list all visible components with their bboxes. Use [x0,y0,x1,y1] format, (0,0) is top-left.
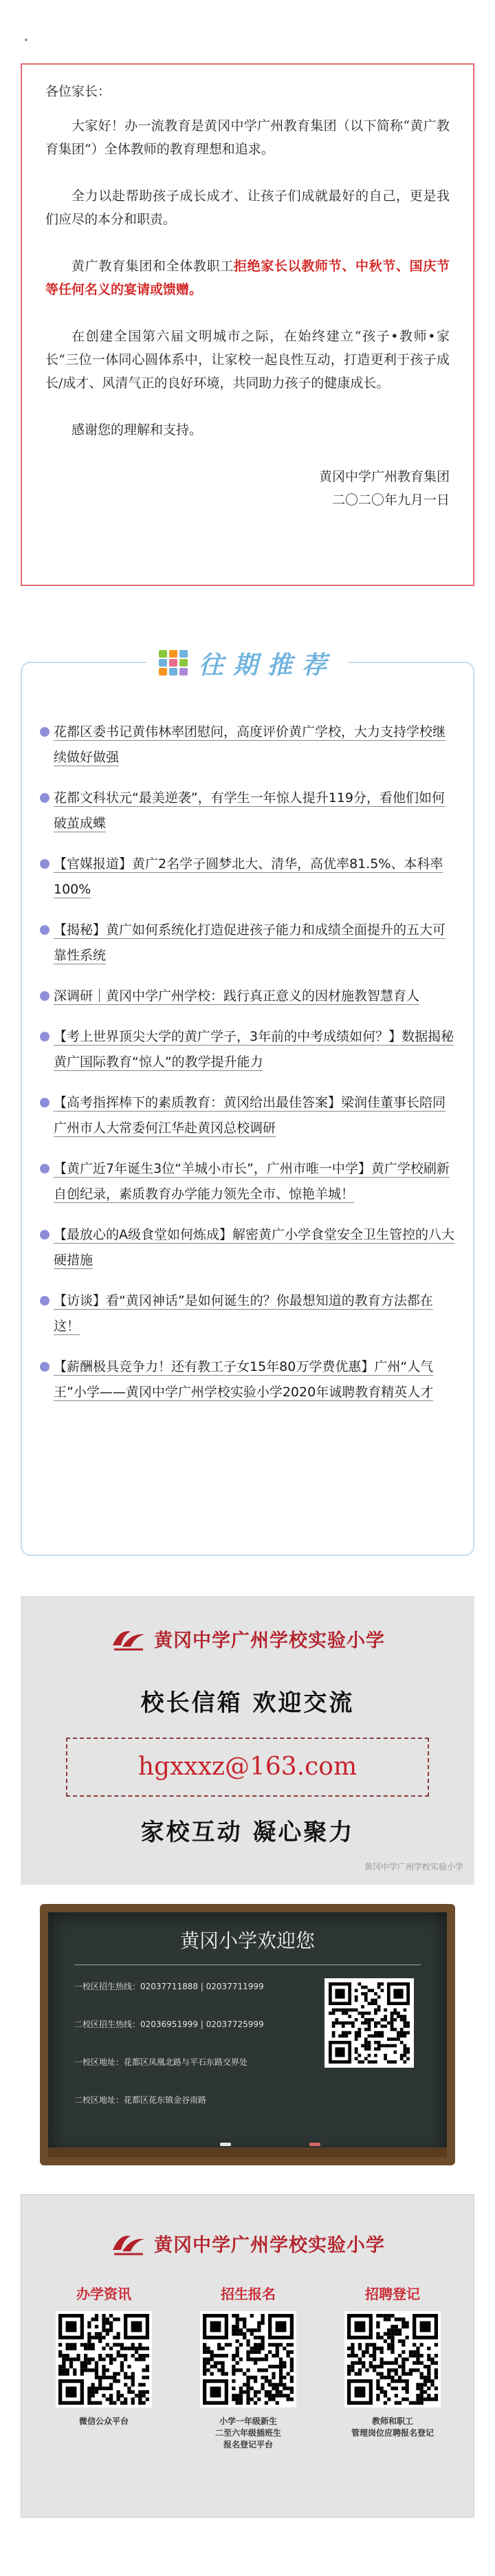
recommend-link[interactable]: 花都文科状元“最美逆袭”，有学生一年惊人提升119分，看他们如何破茧成蝶 [40,786,455,836]
recommend-link[interactable]: 花都区委书记黄伟林率团慰问，高度评价黄广学校，大力支持学校继续做好做强 [40,719,455,770]
recommend-link[interactable]: 【访谈】看“黄冈神话”是如何诞生的？你最想知道的教育方法都在这！ [40,1288,455,1339]
board-title: 黄冈小学欢迎您 [179,1929,315,1952]
qr-caption: 教师和职工 管理岗位应聘报名登记 [351,2416,434,2438]
recommend-link[interactable]: 【高考指挥棒下的素质教育：黄冈给出最佳答案】梁润佳董事长陪同广州市人大常委何江华赴黄冈总校调研 [40,1090,455,1141]
letter-notice-highlight: 拒绝家长以教师节、中秋节、国庆节等任何名义的宴请或馈赠。 [45,259,450,297]
board-contact-info [74,1980,308,2131]
board-hotline-2: 二校区招生热线：02036951999 | 02037725999 [74,2020,264,2029]
board-hotline-1: 一校区招生热线：02037711888 | 02037711999 [74,1982,264,1991]
recommend-link[interactable]: 【官媒报道】黄广2名学子圆梦北大、清华，高优率81.5%、本科率100% [40,852,455,902]
school-name: 黄冈中学广州学校实验小学 [154,2234,385,2256]
recommend-header [22,642,473,684]
letter-paragraph-5: 感谢您的理解和支持。 [72,422,203,437]
tiles-icon [159,650,189,676]
letter-signature-date: 二〇二〇年九月一日 [331,493,450,508]
qr-code [56,2311,152,2407]
recommend-list [40,719,455,1420]
board-address-1: 一校区地址：花都区凤凰北路与平石东路交界处 [74,2057,248,2067]
qr-code [344,2311,441,2407]
letter-paragraph-2: 全力以赴帮助孩子成长成才、让孩子们成就最好的自己，更是我们应尽的本分和职责。 [45,188,450,227]
qr-column-recruit [338,2283,448,2439]
school-logo-icon [110,1625,147,1652]
principal-mailbox-banner [21,1596,474,1885]
recommend-link[interactable]: 【黄广近7年诞生3位“羊城小市长”，广州市唯一中学】黄广学校刷新自创纪录，素质教育办学能力领先全市、惊艳羊城！ [40,1156,455,1207]
parent-letter [21,63,474,586]
letter-paragraph-4: 在创建全国第六届文明城市之际，在始终建立“孩子•教师•家长”三位一体同心圆体系中，让家校一起良性互动，打造更利于孩子成长/成才、风清气正的良好环境，共同助力孩子的健康成长。 [45,329,450,391]
letter-greeting: 各位家长： [45,84,111,99]
recommend-link[interactable]: 【薪酬极具竞争力！还有教工子女15年80万学费优惠】广州“人气王”小学——黄冈中学广州学校实验小学2020年诚聘教育精英人才 [40,1354,455,1405]
qr-heading: 招聘登记 [365,2286,420,2302]
recommend-link[interactable]: 【考上世界顶尖大学的黄广学子，3年前的中考成绩如何？】数据揭秘黄广国际教育“惊人”的教学提升能力 [40,1024,455,1075]
qr-heading: 招生报名 [221,2286,276,2302]
recommend-section [21,650,474,1556]
school-brand [21,1625,474,1652]
recommend-link[interactable]: 【最放心的A级食堂如何炼成】解密黄广小学食堂安全卫生管控的八大硬措施 [40,1222,455,1273]
blackboard [40,1904,455,2165]
qr-column-enroll [193,2283,303,2451]
qr-code-card [21,2194,474,2518]
recommend-link[interactable]: 【揭秘】黄广如何系统化打造促进孩子能力和成绩全面提升的五大可靠性系统 [40,918,455,968]
recommend-title: 往期推荐 [198,650,336,680]
board-chalk-tray [48,2147,447,2157]
letter-paragraph-3 [45,255,450,301]
mailbox-title: 校长信箱 欢迎交流 [140,1689,355,1717]
letter-paragraph-1: 大家好！办一流教育是黄冈中学广州教育集团（以下简称“黄广教育集团”）全体教师的教育理想和追求。 [45,118,450,157]
qr-column-news [49,2283,159,2427]
blackboard-banner [21,1904,474,2175]
qr-heading: 办学资讯 [76,2286,131,2302]
board-qr-code [324,1978,414,2068]
chalk-icon [220,2143,231,2146]
school-brand [21,2229,474,2257]
wechat-watermark: 黄冈中学广州学校实验小学 [364,1862,463,1872]
letter-signature-org: 黄冈中学广州教育集团 [318,469,450,484]
decorative-dot [25,39,28,41]
school-logo-icon [110,2229,147,2257]
school-name: 黄冈中学广州学校实验小学 [154,1630,385,1652]
qr-caption: 小学一年级新生 二至六年级插班生 报名登记平台 [214,2416,281,2449]
qr-code [200,2311,296,2407]
principal-email[interactable]: hgxxxz@163.com [66,1738,429,1797]
recommend-link[interactable]: 深调研｜黄冈中学广州学校：践行真正意义的因材施教智慧育人 [40,984,455,1009]
mailbox-slogan: 家校互动 凝心聚力 [140,1819,355,1846]
chalk-icon [309,2143,320,2146]
qr-caption: 微信公众平台 [78,2416,129,2426]
board-address-2: 二校区地址：花都区花东镇金谷南路 [74,2095,207,2105]
letter-paragraph-3-lead: 黄广教育集团和全体教职工 [72,259,234,274]
